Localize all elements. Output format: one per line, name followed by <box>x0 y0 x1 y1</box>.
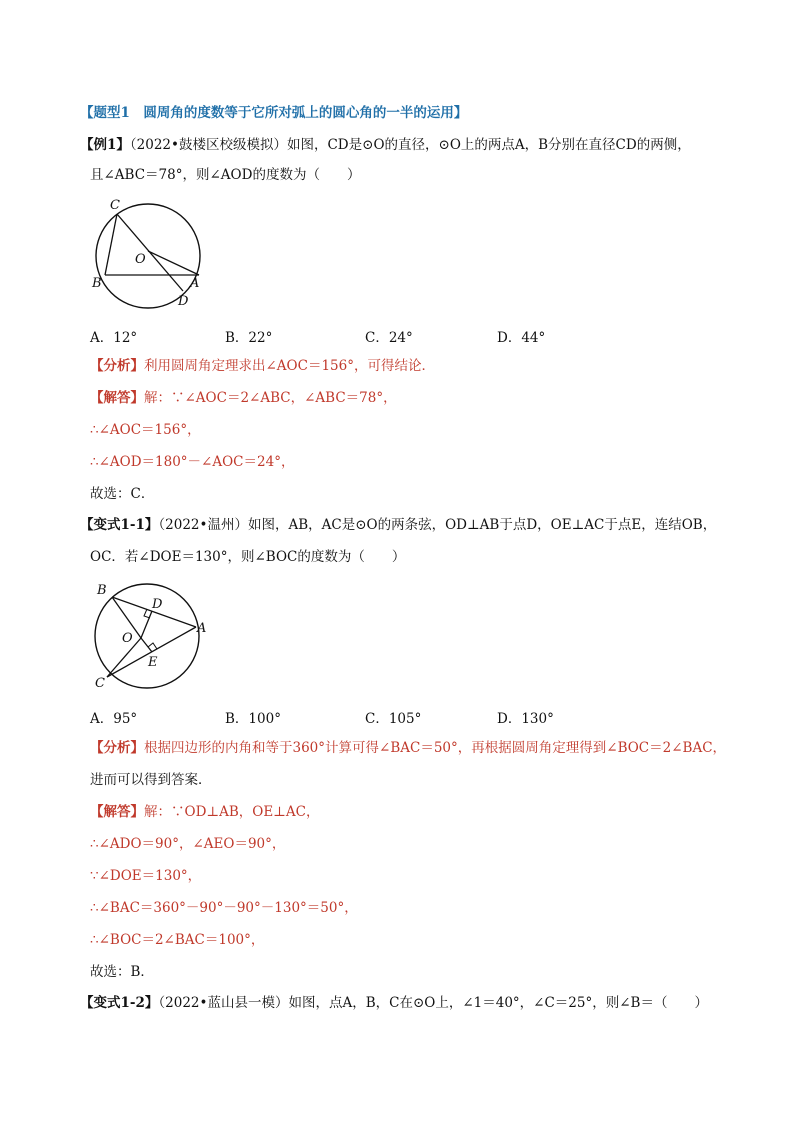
example1-choice-d: D．44° <box>497 330 546 346</box>
example1-answer-line3: ∴∠AOD＝180°－∠AOC＝24°， <box>90 454 295 470</box>
example1-answer-line1 <box>90 389 397 407</box>
point-label-d: D <box>178 294 189 309</box>
point-label-o: O <box>122 631 133 646</box>
variant11-answer-line1 <box>90 803 319 821</box>
point-label-b: B <box>97 583 107 598</box>
variant11-label: 【变式1-1】 <box>80 517 159 533</box>
variant11-answer-line5: ∴∠BOC＝2∠BAC＝100°， <box>90 932 265 948</box>
variant12-stem-line1 <box>80 994 708 1012</box>
example1-analysis-tag: 【分析】 <box>90 358 144 374</box>
variant11-stem-line2: OC．若∠DOE＝130°，则∠BOC的度数为（ ） <box>90 549 406 565</box>
variant11-answer-line2: ∴∠ADO＝90°，∠AEO＝90°， <box>90 836 286 852</box>
example1-choice-a: A．12° <box>90 330 138 346</box>
variant11-choice-b: B．100° <box>225 711 281 727</box>
variant11-choice-a: A．95° <box>90 711 138 727</box>
point-label-c: C <box>110 198 120 213</box>
variant11-answer-line3: ∵∠DOE＝130°， <box>90 868 202 884</box>
variant11-choice-d: D．130° <box>497 711 554 727</box>
point-label-a: A <box>197 621 207 636</box>
variant11-answer-tag: 【解答】 <box>90 804 144 820</box>
variant11-analysis-text1: 根据四边形的内角和等于360°计算可得∠BAC＝50°，再根据圆周角定理得到∠BOC＝2∠BAC， <box>144 740 727 756</box>
point-label-o: O <box>135 252 146 267</box>
variant11-analysis-tag: 【分析】 <box>90 740 144 756</box>
example1-figure <box>88 192 218 310</box>
variant11-stem-line1 <box>80 516 716 534</box>
variant11-text-line1: （2022•温州）如图，AB，AC是⊙O的两条弦，OD⊥AB于点D，OE⊥AC于点E，连结OB， <box>158 517 717 533</box>
variant11-answer-text1: 解：∵OD⊥AB，OE⊥AC， <box>144 804 320 820</box>
example1-answer-tag: 【解答】 <box>90 390 144 406</box>
example1-label: 【例1】 <box>80 137 130 153</box>
example1-circle <box>96 204 200 308</box>
point-label-d: D <box>152 597 163 612</box>
point-label-c: C <box>95 676 105 691</box>
radius-oa <box>148 251 199 275</box>
variant11-figure <box>86 576 216 694</box>
example1-text-line1: （2022•鼓楼区校级模拟）如图，CD是⊙O的直径，⊙O上的两点A，B分别在直径CD的两侧， <box>129 137 691 153</box>
variant11-answer-line4: ∴∠BAC＝360°－90°－90°－130°＝50°， <box>90 900 358 916</box>
variant11-analysis-line1 <box>90 739 726 757</box>
example1-analysis-text: 利用圆周角定理求出∠AOC＝156°，可得结论． <box>144 358 435 374</box>
example1-analysis <box>90 357 435 375</box>
example1-stem-line1 <box>80 136 691 154</box>
point-label-a: A <box>190 276 200 291</box>
point-label-b: B <box>92 276 102 291</box>
variant11-analysis-line2: 进而可以得到答案． <box>90 772 212 788</box>
example1-stem-line2: 且∠ABC＝78°，则∠AOD的度数为（ ） <box>90 167 361 183</box>
variant11-choose: 故选：B． <box>90 964 154 980</box>
segment-od <box>141 611 152 638</box>
example1-choice-b: B．22° <box>225 330 273 346</box>
section-title: 【题型1 圆周角的度数等于它所对弧上的圆心角的一半的运用】 <box>80 105 468 121</box>
example1-answer-text1: 解：∵∠AOC＝2∠ABC，∠ABC＝78°， <box>144 390 397 406</box>
variant12-text-line1: （2022•蓝山县一模）如图，点A，B，C在⊙O上，∠1＝40°，∠C＝25°，则∠B＝（ ） <box>158 995 708 1011</box>
variant12-label: 【变式1-2】 <box>80 995 159 1011</box>
point-label-e: E <box>148 655 158 670</box>
example1-answer-line2: ∴∠AOC＝156°， <box>90 422 201 438</box>
variant11-choice-c: C．105° <box>365 711 422 727</box>
example1-choose: 故选：C． <box>90 486 155 502</box>
example1-choice-c: C．24° <box>365 330 413 346</box>
